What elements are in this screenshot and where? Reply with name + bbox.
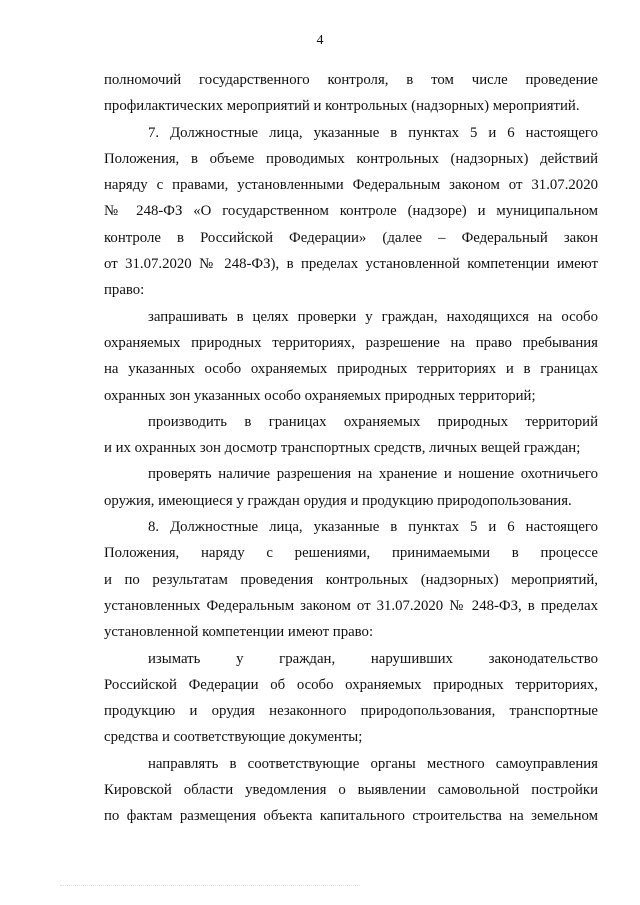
text-line: право: bbox=[104, 282, 145, 299]
text-line: проверять наличие разрешения на хранение и ношение охотничьего bbox=[148, 466, 598, 483]
text-line: наряду с правами, установленными Федеральным законом от 31.07.2020 bbox=[104, 177, 598, 194]
text-line: профилактических мероприятий и контрольных (надзорных) мероприятий. bbox=[104, 98, 580, 115]
page-number: 4 bbox=[316, 33, 324, 48]
text-line: продукцию и орудия незаконного природопользования, транспортные bbox=[104, 703, 598, 720]
paragraph bbox=[104, 461, 598, 514]
paragraph bbox=[104, 120, 598, 304]
paragraph bbox=[104, 751, 598, 830]
text-line: направлять в соответствующие органы местного самоуправления bbox=[148, 755, 598, 772]
text-line: установленных Федеральным законом от 31.07.2020 № 248-ФЗ, в пределах bbox=[104, 597, 598, 614]
text-line: 7. Должностные лица, указанные в пунктах 5 и 6 настоящего bbox=[148, 124, 598, 141]
paragraph bbox=[104, 67, 598, 120]
text-line: полномочий государственного контроля, в том числе проведение bbox=[104, 72, 598, 88]
text-line: Положения, наряду с решениями, принимаемыми в процессе bbox=[104, 545, 598, 562]
text-line: и их охранных зон досмотр транспортных средств, личных вещей граждан; bbox=[104, 440, 581, 457]
text-line: от 31.07.2020 № 248-ФЗ), в пределах установленной компетенции имеют bbox=[104, 256, 598, 273]
text-line: средства и соответствующие документы; bbox=[104, 729, 363, 746]
text-line: Российской Федерации об особо охраняемых природных территориях, bbox=[104, 676, 598, 693]
scan-artifact-line bbox=[60, 885, 360, 887]
paragraph bbox=[104, 514, 598, 645]
text-line: на указанных особо охраняемых природных территориях и в границах bbox=[104, 361, 598, 378]
text-line: и по результатам проведения контрольных (надзорных) мероприятий, bbox=[104, 571, 598, 588]
text-line: охраняемых природных территориях, разрешение на право пребывания bbox=[104, 334, 598, 351]
text-line: запрашивать в целях проверки у граждан, находящихся на особо bbox=[148, 308, 598, 325]
text-line: оружия, имеющиеся у граждан орудия и продукцию природопользования. bbox=[104, 492, 572, 509]
text-line: производить в границах охраняемых природных территорий bbox=[148, 413, 598, 430]
text-line: изымать у граждан, нарушивших законодательство bbox=[148, 650, 598, 667]
text-line: установленной компетенции имеют право: bbox=[104, 624, 374, 641]
text-line: 8. Должностные лица, указанные в пунктах 5 и 6 настоящего bbox=[148, 519, 598, 536]
text-line: Кировской области уведомления о выявлении самовольной постройки bbox=[104, 782, 598, 799]
paragraph bbox=[104, 304, 598, 409]
text-line: охранных зон указанных особо охраняемых природных территорий; bbox=[104, 387, 536, 404]
text-line: № 248-ФЗ «О государственном контроле (надзоре) и муниципальном bbox=[104, 203, 598, 220]
paragraph bbox=[104, 409, 598, 462]
paragraph bbox=[104, 646, 598, 751]
document-body bbox=[104, 67, 598, 830]
text-line: контроле в Российской Федерации» (далее – Федеральный закон bbox=[104, 229, 598, 246]
text-line: Положения, в объеме проводимых контрольных (надзорных) действий bbox=[104, 150, 598, 167]
text-line: по фактам размещения объекта капитального строительства на земельном bbox=[104, 808, 598, 825]
